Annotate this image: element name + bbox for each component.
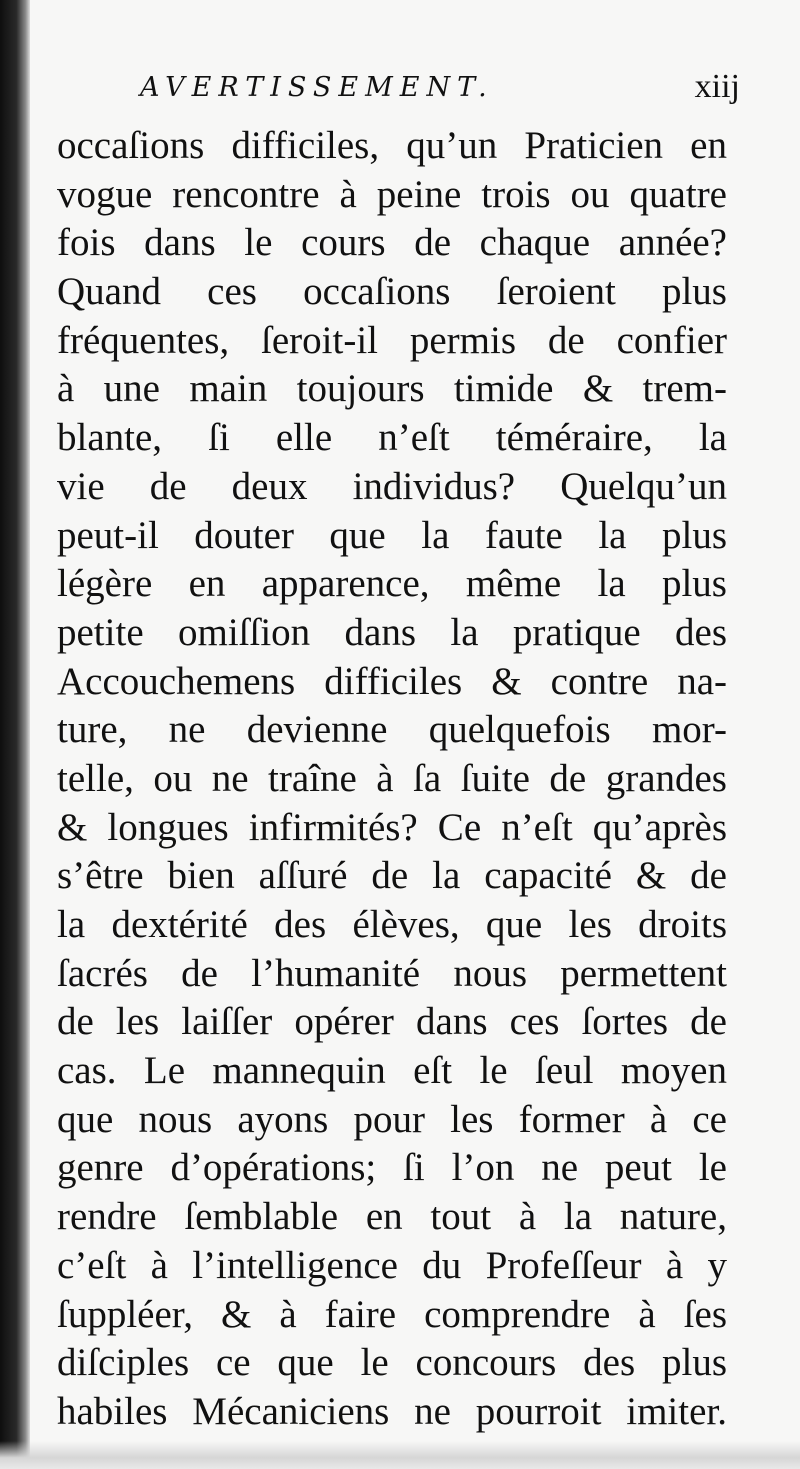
page-bottom-edge xyxy=(0,1441,800,1469)
running-head: AVERTISSEMENT. xyxy=(140,72,494,103)
text-line: ſuppléer, & à faire comprendre à ſes xyxy=(57,1292,727,1336)
gutter-shadow xyxy=(0,0,30,1469)
body-text xyxy=(57,122,727,1437)
text-line: fois dans le cours de chaque année? xyxy=(57,221,727,265)
page-number: xiij xyxy=(694,68,740,105)
text-line: c’eſt à l’intelligence du Profeſſeur à y xyxy=(57,1243,727,1287)
text-line: petite omiſſion dans la pratique des xyxy=(57,610,727,654)
text-line: genre d’opérations; ſi l’on ne peut le xyxy=(57,1146,727,1190)
text-line: ſacrés de l’humanité nous permettent xyxy=(57,951,727,995)
text-line: que nous ayons pour les former à ce xyxy=(57,1097,727,1141)
text-line: occaſions difficiles, qu’un Praticien en xyxy=(57,124,727,167)
text-line: telle, ou ne traîne à ſa ſuite de grandes xyxy=(57,756,727,800)
text-line: vie de deux individus? Quelqu’un xyxy=(57,464,727,508)
text-line: à une main toujours timide & trem- xyxy=(57,367,727,411)
text-line: fréquentes, ſeroit-il permis de confier xyxy=(57,318,727,362)
text-line: & longues infirmités? Ce n’eſt qu’après xyxy=(57,805,727,849)
text-line: Accouchemens difficiles & contre na- xyxy=(57,659,727,703)
text-line: habiles Mécaniciens ne pourroit imiter. xyxy=(57,1389,727,1433)
text-line: Quand ces occaſions ſeroient plus xyxy=(57,270,727,314)
text-line: diſciples ce que le concours des plus xyxy=(57,1341,727,1385)
text-line: ture, ne devienne quelquefois mor- xyxy=(57,708,727,752)
text-line: blante, ſi elle n’eſt téméraire, la xyxy=(57,416,727,460)
text-line: la dextérité des élèves, que les droits xyxy=(57,903,727,946)
text-line: de les laiſſer opérer dans ces ſortes de xyxy=(57,1000,727,1044)
text-line: vogue rencontre à peine trois ou quatre xyxy=(57,172,727,216)
page-header xyxy=(140,60,740,110)
text-line: légère en apparence, même la plus xyxy=(57,562,727,606)
text-line: rendre ſemblable en tout à la nature, xyxy=(57,1195,727,1239)
text-line: s’être bien aſſuré de la capacité & de xyxy=(57,854,727,898)
text-line: peut-il douter que la faute la plus xyxy=(57,513,727,557)
text-line: cas. Le mannequin eſt le ſeul moyen xyxy=(57,1049,727,1093)
